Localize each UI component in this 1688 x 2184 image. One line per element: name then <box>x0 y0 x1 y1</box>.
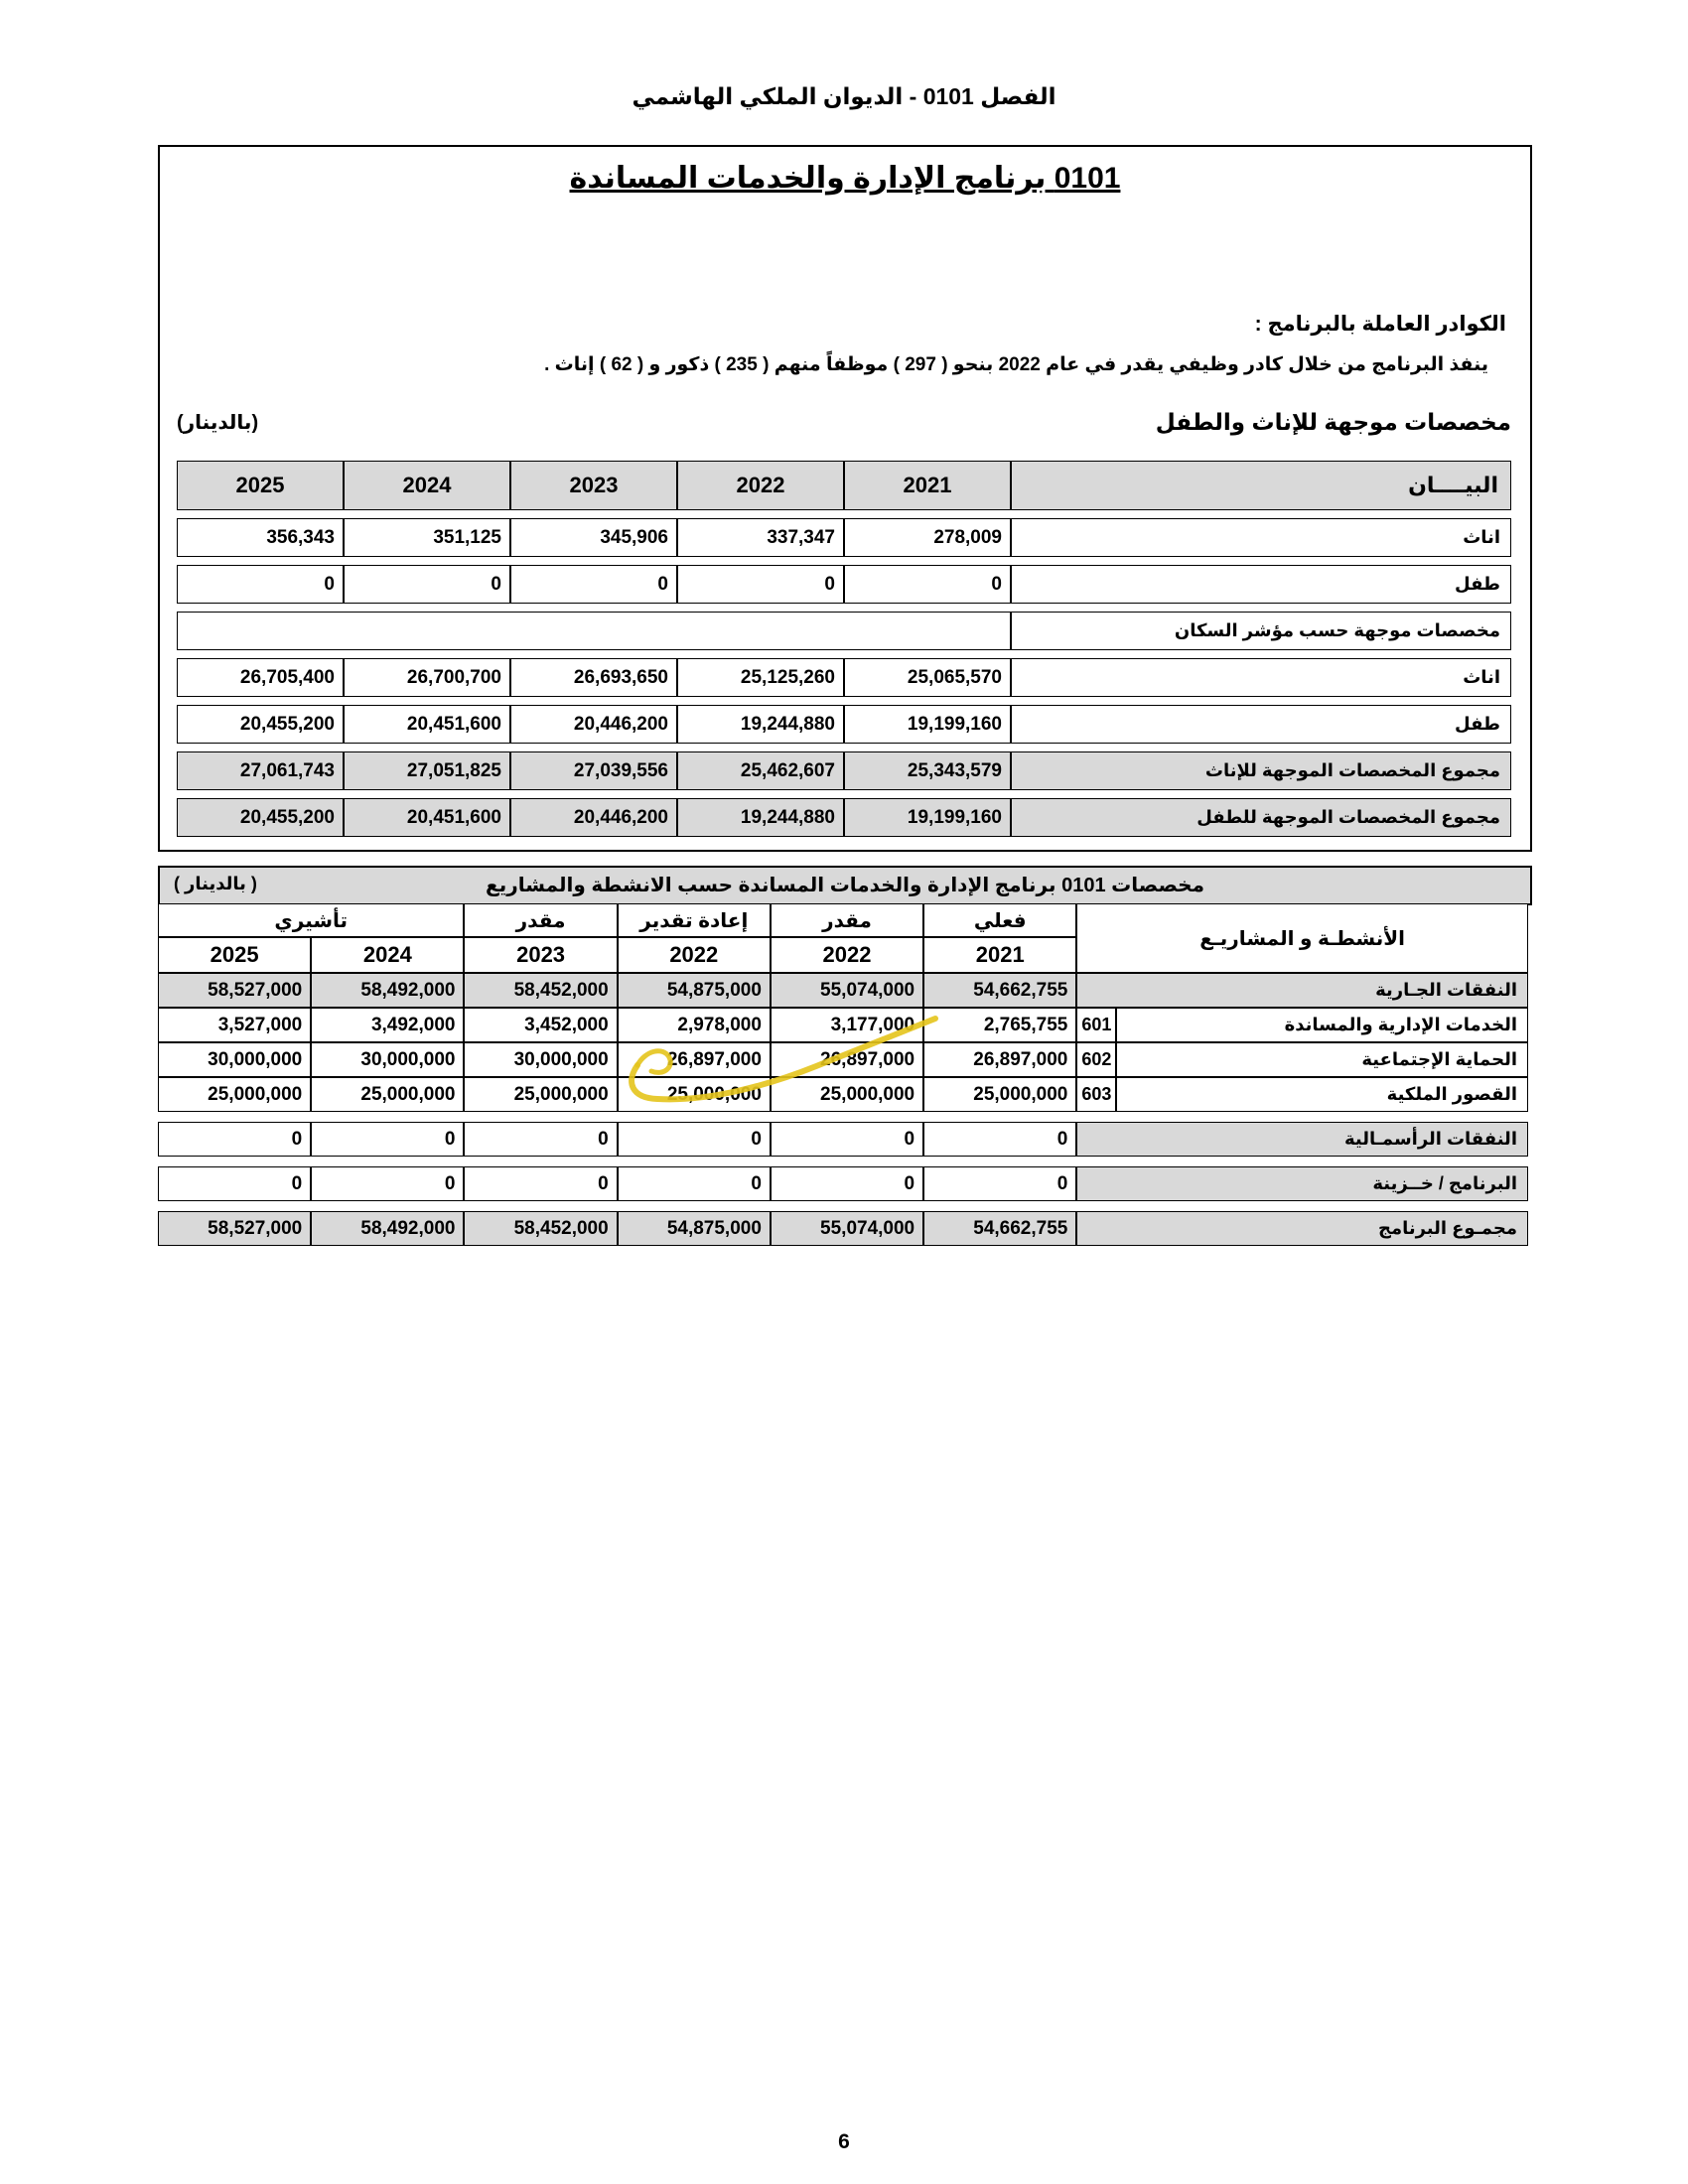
column-header-2021: 2021 <box>844 461 1011 510</box>
value-cell: 20,455,200 <box>177 798 344 837</box>
column-header-2024: 2024 <box>344 461 510 510</box>
value-cell: 30,000,000 <box>464 1042 617 1077</box>
value-cell: 27,061,743 <box>177 751 344 790</box>
value-cell: 0 <box>923 1166 1076 1201</box>
value-cell: 0 <box>771 1122 923 1157</box>
value-cell: 2,978,000 <box>618 1008 771 1042</box>
value-cell: 54,875,000 <box>618 1211 771 1246</box>
year-2022-estimated: 2022 <box>771 937 923 973</box>
value-cell: 0 <box>510 565 677 604</box>
table-row <box>177 705 1511 744</box>
row-label: مجموع المخصصات الموجهة للطفل <box>1011 798 1511 837</box>
value-cell: 25,462,607 <box>677 751 844 790</box>
current-expenditure-row <box>158 973 1528 1008</box>
value-cell: 58,452,000 <box>464 973 617 1008</box>
value-cell: 25,065,570 <box>844 658 1011 697</box>
value-cell: 26,897,000 <box>771 1042 923 1077</box>
value-cell: 3,177,000 <box>771 1008 923 1042</box>
activity-row-603 <box>158 1077 1528 1112</box>
value-cell: 19,199,160 <box>844 705 1011 744</box>
column-header-indicative: تأشيري <box>158 903 464 937</box>
year-2021: 2021 <box>923 937 1076 973</box>
value-cell: 26,693,650 <box>510 658 677 697</box>
value-cell: 26,897,000 <box>618 1042 771 1077</box>
table-row <box>177 658 1511 697</box>
column-header-2023: 2023 <box>510 461 677 510</box>
empty-cell <box>177 612 1011 650</box>
value-cell: 19,244,880 <box>677 798 844 837</box>
activity-code: 603 <box>1076 1077 1116 1112</box>
value-cell: 337,347 <box>677 518 844 557</box>
value-cell: 356,343 <box>177 518 344 557</box>
program-section-box <box>158 145 1532 852</box>
row-label: اناث <box>1011 518 1511 557</box>
value-cell: 54,875,000 <box>618 973 771 1008</box>
row-label: مجموع المخصصات الموجهة للإناث <box>1011 751 1511 790</box>
value-cell: 55,074,000 <box>771 1211 923 1246</box>
value-cell: 25,000,000 <box>618 1077 771 1112</box>
allocations-currency-note: (بالدينار) <box>177 412 259 434</box>
capital-expenditure-row <box>158 1122 1528 1157</box>
value-cell: 58,492,000 <box>311 1211 464 1246</box>
value-cell: 26,897,000 <box>923 1042 1076 1077</box>
row-label: الخدمات الإدارية والمساندة <box>1116 1008 1528 1042</box>
value-cell: 27,051,825 <box>344 751 510 790</box>
section-label: مخصصات موجهة حسب مؤشر السكان <box>1011 612 1511 650</box>
value-cell: 20,446,200 <box>510 705 677 744</box>
value-cell: 30,000,000 <box>158 1042 311 1077</box>
value-cell: 3,452,000 <box>464 1008 617 1042</box>
row-label: طفل <box>1011 705 1511 744</box>
value-cell: 351,125 <box>344 518 510 557</box>
program-title: 0101 برنامج الإدارة والخدمات المساندة <box>569 162 1121 195</box>
value-cell: 0 <box>844 565 1011 604</box>
total-row-females <box>177 751 1511 790</box>
value-cell: 0 <box>344 565 510 604</box>
table-row <box>177 565 1511 604</box>
value-cell: 25,000,000 <box>311 1077 464 1112</box>
activity-row-601 <box>158 1008 1528 1042</box>
value-cell: 30,000,000 <box>311 1042 464 1077</box>
year-2023: 2023 <box>464 937 617 973</box>
column-header-actual: فعلي <box>923 903 1076 937</box>
row-label: النفقات الجـارية <box>1076 973 1528 1008</box>
column-header-estimated-2023: مقدر <box>464 903 617 937</box>
row-spacer <box>158 1157 1528 1166</box>
row-label: النفقات الرأسمـالية <box>1076 1122 1528 1157</box>
allocations-table-title: مخصصات موجهة للإناث والطفل <box>1155 409 1511 435</box>
allocations-table <box>177 453 1511 845</box>
value-cell: 19,244,880 <box>677 705 844 744</box>
activities-table-title: مخصصات 0101 برنامج الإدارة والخدمات المساندة حسب الانشطة والمشاريع <box>486 875 1204 896</box>
value-cell: 0 <box>311 1166 464 1201</box>
activity-code: 601 <box>1076 1008 1116 1042</box>
activity-row-602 <box>158 1042 1528 1077</box>
value-cell: 0 <box>177 565 344 604</box>
column-header-activities: الأنشطـة و المشاريـع <box>1076 903 1528 973</box>
value-cell: 58,492,000 <box>311 973 464 1008</box>
activities-table <box>158 903 1528 1246</box>
value-cell: 27,039,556 <box>510 751 677 790</box>
value-cell: 278,009 <box>844 518 1011 557</box>
value-cell: 2,765,755 <box>923 1008 1076 1042</box>
value-cell: 0 <box>464 1122 617 1157</box>
value-cell: 0 <box>618 1166 771 1201</box>
value-cell: 0 <box>158 1166 311 1201</box>
value-cell: 345,906 <box>510 518 677 557</box>
row-label: القصور الملكية <box>1116 1077 1528 1112</box>
value-cell: 0 <box>158 1122 311 1157</box>
row-label: اناث <box>1011 658 1511 697</box>
row-label: الحماية الإجتماعية <box>1116 1042 1528 1077</box>
value-cell: 0 <box>923 1122 1076 1157</box>
row-spacer <box>158 1112 1528 1122</box>
value-cell: 0 <box>677 565 844 604</box>
activity-code: 602 <box>1076 1042 1116 1077</box>
column-header-2025: 2025 <box>177 461 344 510</box>
page-number: 6 <box>838 2130 850 2153</box>
section-header-row <box>177 612 1511 650</box>
row-label: مجمـوع البرنامج <box>1076 1211 1528 1246</box>
value-cell: 25,343,579 <box>844 751 1011 790</box>
value-cell: 3,492,000 <box>311 1008 464 1042</box>
value-cell: 25,000,000 <box>771 1077 923 1112</box>
value-cell: 3,527,000 <box>158 1008 311 1042</box>
allocations-table-caption <box>177 409 1511 436</box>
allocations-header-row <box>177 461 1511 510</box>
value-cell: 55,074,000 <box>771 973 923 1008</box>
value-cell: 54,662,755 <box>923 1211 1076 1246</box>
total-row-children <box>177 798 1511 837</box>
value-cell: 25,000,000 <box>464 1077 617 1112</box>
table-row <box>177 518 1511 557</box>
column-header-2022: 2022 <box>677 461 844 510</box>
value-cell: 25,125,260 <box>677 658 844 697</box>
value-cell: 25,000,000 <box>923 1077 1076 1112</box>
program-total-row <box>158 1211 1528 1246</box>
value-cell: 0 <box>464 1166 617 1201</box>
column-header-reestimated: إعادة تقدير <box>618 903 771 937</box>
value-cell: 58,527,000 <box>158 973 311 1008</box>
activities-currency-note: ( بالدينار ) <box>174 874 257 893</box>
column-header-statement: البيــــان <box>1011 461 1511 510</box>
year-2024: 2024 <box>311 937 464 973</box>
value-cell: 20,451,600 <box>344 705 510 744</box>
column-header-estimated: مقدر <box>771 903 923 937</box>
value-cell: 0 <box>618 1122 771 1157</box>
value-cell: 0 <box>771 1166 923 1201</box>
value-cell: 25,000,000 <box>158 1077 311 1112</box>
value-cell: 54,662,755 <box>923 973 1076 1008</box>
value-cell: 0 <box>311 1122 464 1157</box>
value-cell: 26,700,700 <box>344 658 510 697</box>
row-label: طفل <box>1011 565 1511 604</box>
value-cell: 26,705,400 <box>177 658 344 697</box>
year-2022-reestimated: 2022 <box>618 937 771 973</box>
value-cell: 58,527,000 <box>158 1211 311 1246</box>
page-header: الفصل 0101 - الديوان الملكي الهاشمي <box>632 83 1056 109</box>
staff-heading: الكوادر العاملة بالبرنامج : <box>1254 313 1506 336</box>
value-cell: 20,455,200 <box>177 705 344 744</box>
activities-header-type-row <box>158 903 1528 937</box>
row-spacer <box>158 1201 1528 1211</box>
row-label: البرنامج / خــزينة <box>1076 1166 1528 1201</box>
staff-description: ينفذ البرنامج من خلال كادر وظيفي يقدر في عام 2022 بنحو ( 297 ) موظفاً منهم ( 235 ) ذكور و ( 62 ) إناث . <box>544 354 1488 375</box>
activities-table-titlebar <box>158 866 1532 905</box>
value-cell: 19,199,160 <box>844 798 1011 837</box>
value-cell: 58,452,000 <box>464 1211 617 1246</box>
treasury-row <box>158 1166 1528 1201</box>
year-2025: 2025 <box>158 937 311 973</box>
value-cell: 20,451,600 <box>344 798 510 837</box>
value-cell: 20,446,200 <box>510 798 677 837</box>
